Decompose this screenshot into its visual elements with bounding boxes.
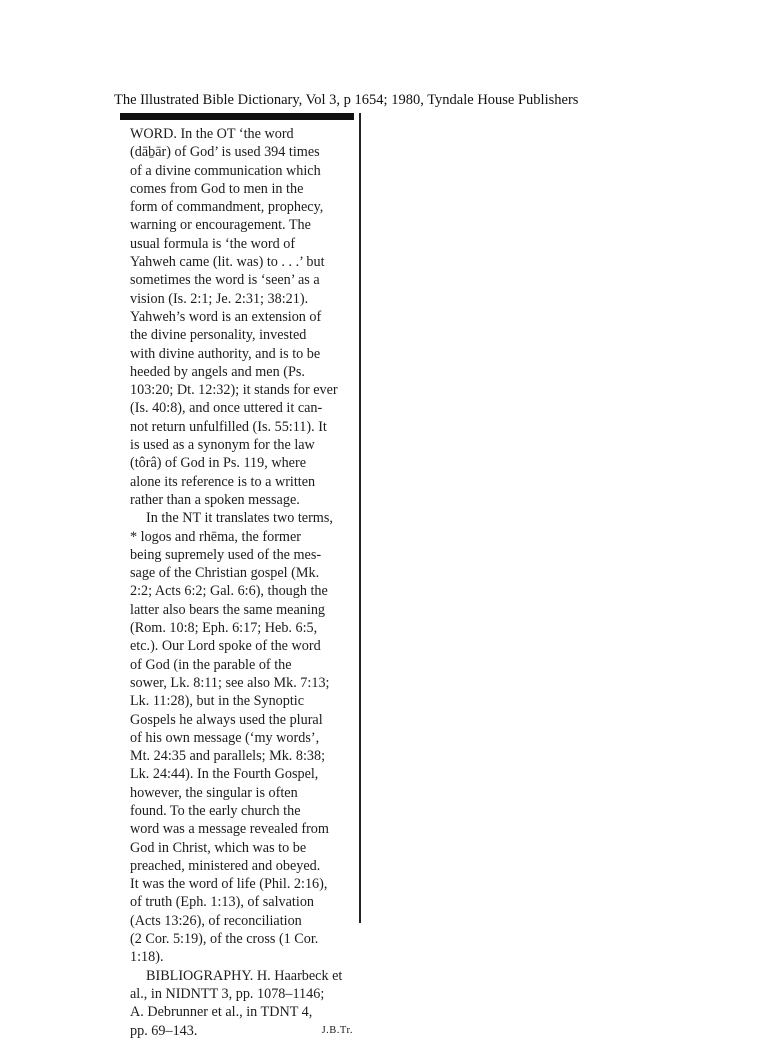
bibliography-last-line — [130, 1022, 355, 1040]
entry-line: Gospels he always used the plural — [130, 711, 323, 728]
entry-line: of truth (Eph. 1:13), of salvation — [130, 894, 315, 911]
bibliography-pages: pp. 69–143. — [130, 1022, 198, 1039]
entry-line: 1:18). — [130, 949, 164, 966]
entry-line: Mt. 24:35 and parallels; Mk. 8:38; — [130, 748, 326, 765]
column-rule — [359, 113, 361, 923]
entry-line: the divine personality, invested — [130, 327, 307, 344]
entry-line: (Acts 13:26), of reconciliation — [130, 912, 302, 929]
entry-line: (Is. 40:8), and once uttered it can- — [130, 400, 323, 417]
entry-line: sower, Lk. 8:11; see also Mk. 7:13; — [130, 674, 330, 691]
entry-line: 2:2; Acts 6:2; Gal. 6:6), though the — [130, 583, 328, 600]
dictionary-column — [120, 113, 360, 1039]
entry-line: vision (Is. 2:1; Je. 2:31; 38:21). — [130, 290, 309, 307]
citation-line: The Illustrated Bible Dictionary, Vol 3, p 1654; 1980, Tyndale House Publishers — [114, 92, 579, 108]
entry-line: 103:20; Dt. 12:32); it stands for ever — [130, 382, 338, 399]
entry-line: with divine authority, and is to be — [130, 345, 321, 362]
entry-line: warning or encouragement. The — [130, 217, 311, 234]
bibliography-line: al., in NIDNTT 3, pp. 1078–1146; — [130, 985, 325, 1002]
entry-line: Lk. 11:28), but in the Synoptic — [130, 693, 305, 710]
entry-line: Yahweh came (lit. was) to . . .’ but — [130, 254, 325, 271]
bibliography-line: BIBLIOGRAPHY. H. Haarbeck et — [146, 967, 343, 984]
entry-line: WORD. In the OT ‘the word — [130, 126, 294, 142]
entry-line: etc.). Our Lord spoke of the word — [130, 638, 321, 655]
entry-line: preached, ministered and obeyed. — [130, 857, 321, 874]
entry-line: sage of the Christian gospel (Mk. — [130, 565, 320, 582]
entry-line: (dāḇār) of God’ is used 394 times — [130, 144, 320, 161]
top-rule — [120, 113, 354, 120]
entry-line: usual formula is ‘the word of — [130, 235, 296, 252]
entry-line: not return unfulfilled (Is. 55:11). It — [130, 418, 327, 435]
entry-line: sometimes the word is ‘seen’ as a — [130, 272, 320, 289]
entry-line: comes from God to men in the — [130, 180, 304, 197]
entry-line: * logos and rhēma, the former — [130, 528, 301, 545]
entry-line: is used as a synonym for the law — [130, 437, 315, 454]
entry-line: latter also bears the same meaning — [130, 601, 326, 618]
entry-line: of his own message (‘my words’, — [130, 729, 320, 746]
entry-line: found. To the early church the — [130, 802, 301, 819]
entry-line: (2 Cor. 5:19), of the cross (1 Cor. — [130, 931, 319, 948]
entry-line: alone its reference is to a written — [130, 473, 316, 490]
entry-line: form of commandment, prophecy, — [130, 199, 324, 216]
entry-line: (Rom. 10:8; Eph. 6:17; Heb. 6:5, — [130, 620, 318, 637]
entry-line: being supremely used of the mes- — [130, 546, 322, 563]
entry-line: of a divine communication which — [130, 162, 321, 179]
author-signature: J.B.Tr. — [321, 1024, 353, 1036]
entry-line: Yahweh’s word is an extension of — [130, 308, 322, 325]
entry-line: Lk. 24:44). In the Fourth Gospel, — [130, 766, 319, 783]
entry-line: word was a message revealed from — [130, 821, 329, 838]
dictionary-entry — [130, 125, 355, 1040]
entry-line: however, the singular is often — [130, 784, 298, 801]
entry-line: rather than a spoken message. — [130, 491, 300, 508]
entry-line: of God (in the parable of the — [130, 656, 292, 673]
bibliography-line: A. Debrunner et al., in TDNT 4, — [130, 1004, 313, 1021]
entry-line: heeded by angels and men (Ps. — [130, 363, 305, 380]
paragraph-start-line: In the NT it translates two terms, — [146, 510, 333, 527]
entry-line: God in Christ, which was to be — [130, 839, 307, 856]
entry-line: It was the word of life (Phil. 2:16), — [130, 876, 328, 893]
entry-line: (tôrâ) of God in Ps. 119, where — [130, 455, 306, 472]
